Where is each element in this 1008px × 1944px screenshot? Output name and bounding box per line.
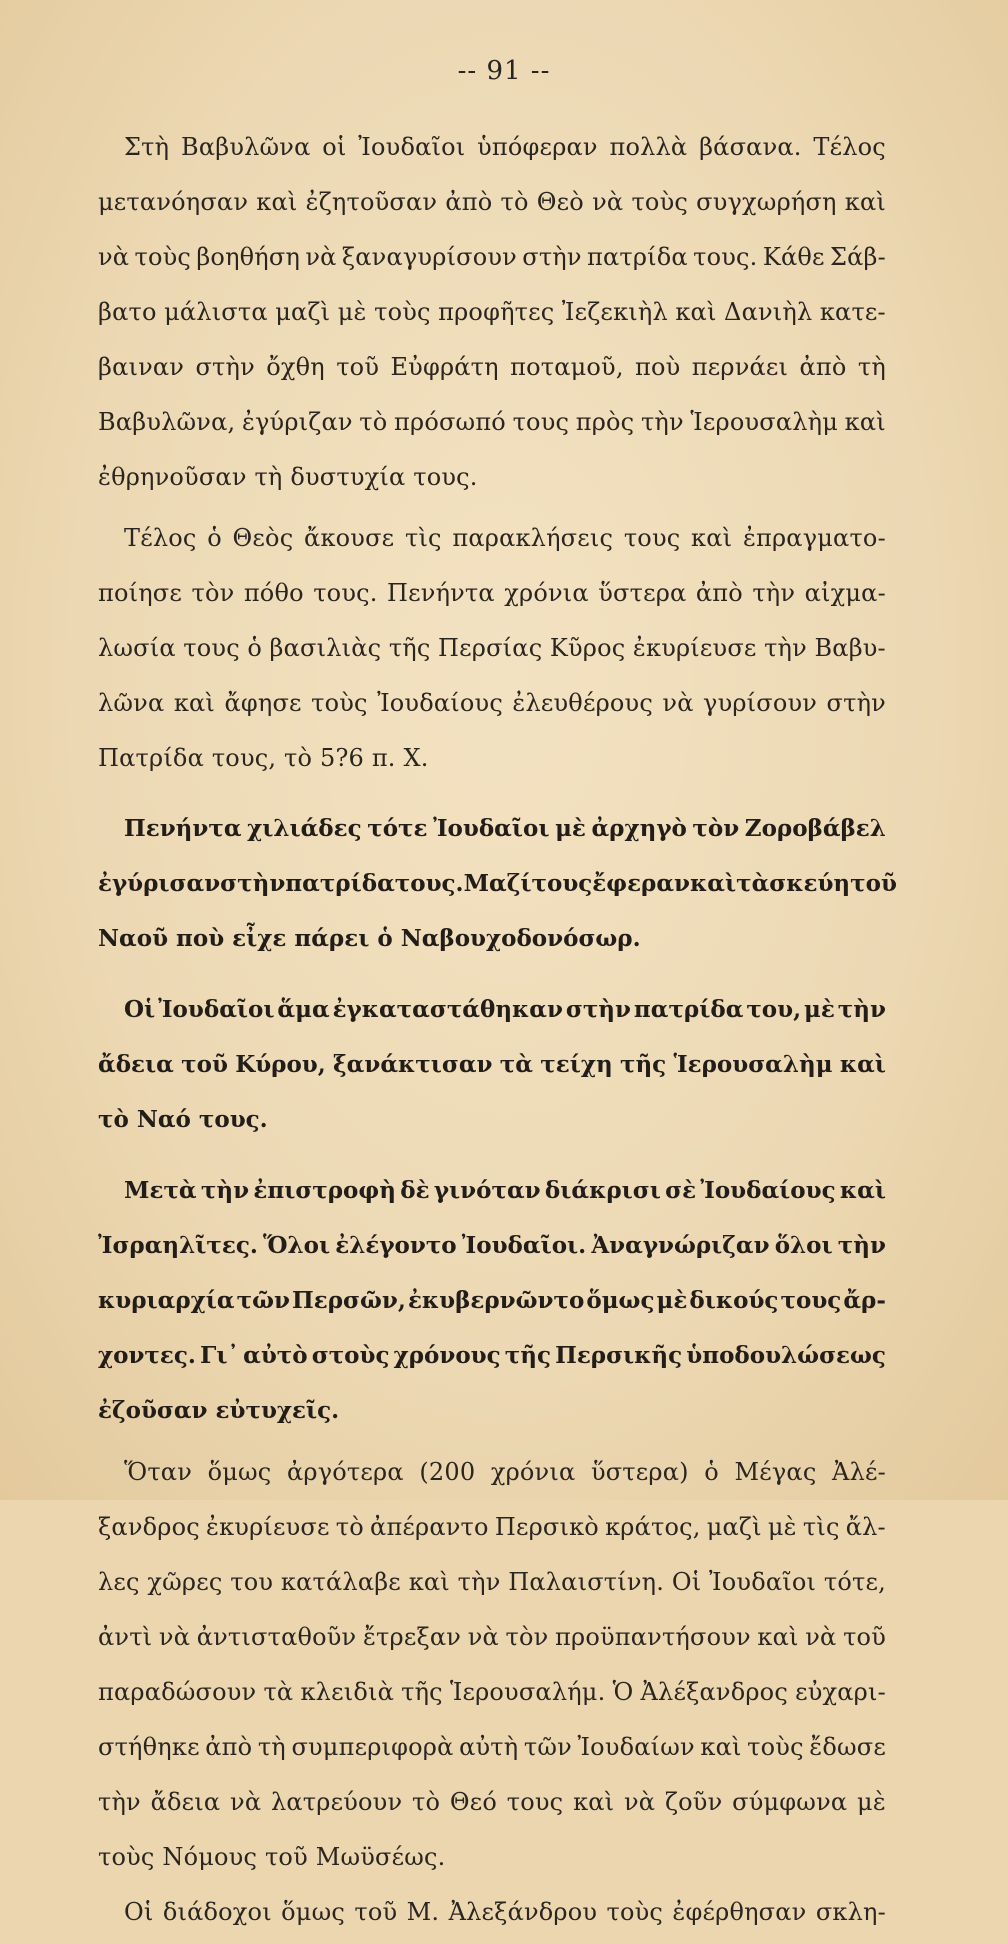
word: κατε- [819,298,886,326]
word: αὐτὴ [459,1733,519,1761]
text-line [98,1042,886,1097]
word: Ἀλέξανδρος [640,1678,788,1706]
word: τῶν [523,1733,572,1761]
text-line: ἐθρηνοῦσαν τὴ δυστυχία τους. [98,463,478,491]
text-line [98,1559,886,1614]
paragraph-7 [98,1889,886,1944]
word: διάδοχοι [162,1898,272,1926]
word: τὶς [404,524,442,552]
word: τὴν [837,996,886,1023]
text-line: Πατρίδα τους, τὸ 5?6 π. Χ. [98,744,429,772]
word: μὲ [337,298,367,326]
word: Μετὰ [124,1177,197,1204]
word: σύμφωνα [732,1788,848,1816]
word: Ἰουδαῖοι [433,815,550,842]
text-line [98,124,886,179]
word: λωσία [98,634,176,662]
word: τὸ [500,188,529,216]
word: τοῦ [181,1051,228,1078]
word: τους [512,408,570,436]
word: νὰ [467,1623,499,1651]
text-line [98,179,886,234]
word: Βαβυλῶνα [181,133,311,161]
word: ἀπέραντο [370,1513,489,1541]
word: τους. [394,870,464,897]
word: ἐγκαταστάθηκαν [332,996,563,1023]
word: νὰ [230,1788,262,1816]
word: ὕστερα [598,579,687,607]
paragraph-2 [98,515,886,790]
word: καὶ [408,1568,450,1596]
word: καὶ [675,298,717,326]
word: χρόνους [393,1342,501,1369]
word: νὰ [305,243,337,271]
word: καὶ [573,1788,615,1816]
word: στὴν [220,870,286,897]
word: Ἰουδαῖοι [709,1568,817,1596]
word: τῆς [401,1678,443,1706]
word: Πενήντα [387,579,495,607]
text-line [98,1614,886,1669]
word: καὶ [839,1051,886,1078]
word: κατάλαβε [280,1568,401,1596]
word: καὶ [844,188,886,216]
text-line [98,1889,886,1944]
word: ἐκυβερνῶντο [407,1287,585,1314]
word: Βαβυλῶνα, [98,408,236,436]
text-line [98,1278,886,1333]
word: εὐχαρι- [795,1678,886,1706]
word: ἄλ- [845,1513,886,1541]
word: Ἰεζεκιὴλ [561,298,668,326]
word: ἐκυρίευσε [206,1513,330,1541]
word: καὶ [690,870,737,897]
word: βοηθήση [196,243,301,271]
text-line [98,987,886,1042]
word: τους [780,1287,842,1314]
word: Ἰουδαῖοι [158,996,275,1023]
text-line [98,1223,886,1278]
word: καὶ [173,689,216,717]
word: ἐγύρισαν [98,870,221,897]
word: τοὺς [374,298,431,326]
word: πρόσωπό [394,408,506,436]
word: Γι᾿ [200,1342,239,1369]
word: λῶνα [98,689,165,717]
word: συγχωρήση [696,188,837,216]
word: ὅμως [281,1898,346,1926]
word: μάλιστα [164,298,268,326]
word: πατρίδα [633,996,744,1023]
text-line [98,289,886,344]
word: σκεύη [769,870,851,897]
text-line [98,1724,886,1779]
word: ποταμοῦ, [510,353,624,381]
word: τότε [367,815,428,842]
word: τὴ [257,1733,286,1761]
word: κράτος, [605,1513,701,1541]
word: νὰ [662,689,694,717]
text-line [98,1669,886,1724]
word: ὑποδουλώσεως [686,1342,886,1369]
word: τὸ [359,408,388,436]
word: Μέγας [734,1458,817,1486]
word: Σάβ- [829,243,886,271]
word: τοὺς [134,243,192,271]
word: τους [531,870,593,897]
word: δὲ [400,1177,430,1204]
word: διάκρισι [544,1177,661,1204]
word: Περσίας [438,634,543,662]
word: ὄχθη [266,353,325,381]
word: Πενήντα [124,815,242,842]
word: νὰ [592,188,624,216]
word: ἔφεραν [592,870,691,897]
word: ἀπὸ [799,353,847,381]
word: Μαζί [463,870,532,897]
word: ξανδρος [98,1513,200,1541]
text-line [98,1168,886,1223]
word: Ὁ [612,1678,634,1706]
word: (200 [419,1458,476,1486]
text-line: τὸ Ναό τους. [98,1106,268,1133]
word: τους [183,634,240,662]
word: ἀπὸ [445,188,493,216]
word: αὐτὸ [243,1342,308,1369]
word: νὰ [805,1623,837,1651]
word: στὴν [522,243,582,271]
word: ἄφησε [224,689,302,717]
word: τῆς [388,634,431,662]
word: ἐπραγματο- [742,524,886,552]
word: κυριαρχία [98,1287,235,1314]
word: τείχη [540,1051,613,1078]
word: τὸν [505,1623,549,1651]
text-line [98,399,886,454]
word: στοὺς [311,1342,390,1369]
word: τὸν [692,815,740,842]
word: ἔδωσε [809,1733,886,1761]
word: τὶς [802,1513,840,1541]
word: Ἱερουσαλὴμ [673,1051,833,1078]
word: τους. [313,579,378,607]
word: ἔτρεξαν [362,1623,462,1651]
word: χρόνια [504,579,589,607]
word: βασιλιὰς [269,634,382,662]
word: τὸ [411,1788,441,1816]
word: χοντες. [98,1342,196,1369]
word: τὴν [200,1177,250,1204]
word: Θεὸς [232,524,294,552]
word: δικούς [689,1287,779,1314]
word: Κάθε [762,243,825,271]
word: γυρίσουν [703,689,818,717]
word: καὶ [844,408,886,436]
word: Οἱ [124,996,156,1023]
word: μὲ [767,1513,797,1541]
word: λατρεύουν [270,1788,403,1816]
text-line [98,570,886,625]
word: καὶ [700,1733,742,1761]
word: τοὺς [631,188,688,216]
word: Δανιὴλ [724,298,813,326]
word: τοῦ [850,870,897,897]
word: μαζὶ [706,1513,762,1541]
word: βάσανα. [699,133,802,161]
word: τοῦ [354,1898,398,1926]
word: παραδώσουν [98,1678,257,1706]
word: στὴν [565,996,631,1023]
word: Κύρου, [235,1051,326,1078]
text-line: Ναοῦ ποὺ εἶχε πάρει ὁ Ναβουχοδονόσωρ. [98,925,641,952]
word: ἀπὸ [205,1733,253,1761]
word: τῆς [504,1342,551,1369]
word: νὰ [98,243,130,271]
word: μαζὶ [275,298,331,326]
word: σκλη- [815,1898,886,1926]
word: περνάει [691,353,789,381]
word: ἀντισταθοῦν [196,1623,357,1651]
word: ποὺ [635,353,681,381]
word: Ἰσραηλῖτες. [98,1232,258,1259]
word: τὰ [263,1678,294,1706]
word: κλειδιὰ [300,1678,394,1706]
word: αἰχμα- [804,579,886,607]
word: ὑπόφεραν [477,133,598,161]
text-line [98,861,897,916]
word: μετανόησαν [98,188,249,216]
word: ἄδεια [150,1788,221,1816]
word: Ἰουδαίους [700,1177,836,1204]
word: χρόνια [490,1458,576,1486]
text-line [98,1449,886,1504]
word: προϋπαντήσουν [555,1623,751,1651]
word: ποίησε [98,579,183,607]
word: νὰ [624,1788,656,1816]
word: του, [746,996,802,1023]
word: Θεὸ [536,188,584,216]
word: στὴν [826,689,886,717]
word: Μ. [406,1898,440,1926]
word: χιλιάδες [247,815,362,842]
body-text [98,124,897,1944]
word: ξαναγυρίσουν [341,243,517,271]
text-line [98,625,886,680]
word: τὴν [457,1568,501,1596]
paragraph-3 [98,806,897,971]
word: τοὺς [747,1733,804,1761]
word: Ἰουδαῖοι. [461,1232,587,1259]
word: τὴ [857,353,886,381]
word: τοῦ [843,1623,886,1651]
word: τὴν [98,1788,141,1816]
word: τὸν [191,579,235,607]
word: ζοῦν [664,1788,723,1816]
text-line [98,680,886,735]
word: Ἀλέ- [832,1458,886,1486]
word: καὶ [256,188,298,216]
text-line [98,234,886,289]
word: ἄκουσε [304,524,395,552]
word: Ἰουδαίων [577,1733,695,1761]
word: σὲ [665,1177,697,1204]
word: πολλὰ [609,133,688,161]
word: Κῦρος [549,634,626,662]
word: οἱ [322,133,347,161]
text-line [98,1504,886,1559]
paragraph-5 [98,1168,886,1443]
word: ἀντὶ [98,1623,153,1651]
word: Ἰουδαῖοι [358,133,466,161]
word: τὰ [499,1051,533,1078]
word: μὲ [804,996,835,1023]
text-line [98,1333,886,1388]
word: ἐγύριζαν [241,408,353,436]
word: βατο [98,298,157,326]
word: Ὅταν [124,1458,193,1486]
word: Ἀλεξάνδρου [448,1898,598,1926]
page-number: -- 91 -- [457,56,551,86]
word: Παλαιστίνη. [508,1568,665,1596]
word: τὰ [736,870,770,897]
word: Ἱερουσαλήμ. [449,1678,606,1706]
word: ὁ [704,1458,719,1486]
word: ἄρ- [843,1287,886,1314]
word: ὕστερα) [590,1458,689,1486]
word: ἐκυρίευσε [632,634,757,662]
word: Οἱ [124,1898,154,1926]
word: Περσῶν, [292,1287,406,1314]
word: Ὅλοι [263,1232,331,1259]
word: Ἀναγνώριζαν [591,1232,770,1259]
word: τότε, [823,1568,886,1596]
text-line: τοὺς Νόμους τοῦ Μωϋσέως. [98,1843,446,1871]
word: ἐφέρθησαν [672,1898,807,1926]
word: Περσικῆς [555,1342,683,1369]
word: τὸ [335,1513,364,1541]
word: Ἱερουσαλὴμ [690,408,839,436]
word: τους [506,1788,564,1816]
word: ἄδεια [98,1051,174,1078]
word: τὴν [752,579,796,607]
word: ἀργότερα [287,1458,404,1486]
word: Τέλος [124,524,197,552]
word: τοῦ [336,353,380,381]
word: ἀπὸ [695,579,743,607]
word: καὶ [839,1177,886,1204]
word: μὲ [555,815,586,842]
word: Θεό [449,1788,498,1816]
word: ἐλέγοντο [335,1232,457,1259]
word: ὅμως [207,1458,272,1486]
word: χῶρες [147,1568,223,1596]
word: μὲ [656,1287,688,1314]
word: Βαβυ- [814,634,886,662]
paragraph-6 [98,1449,886,1889]
word: καὶ [757,1623,799,1651]
word: γινόταν [433,1177,541,1204]
word: Ζοροβάβελ [744,815,886,842]
text-line [98,344,886,399]
word: Οἱ [671,1568,702,1596]
text-line: ἐζοῦσαν εὐτυχεῖς. [98,1397,340,1424]
word: του [230,1568,274,1596]
word: τῶν [236,1287,290,1314]
word: νὰ [158,1623,191,1651]
word: καὶ [691,524,733,552]
word: τὴν [837,1232,886,1259]
word: βαιναν [98,353,185,381]
word: Περσικὸ [494,1513,599,1541]
word: τὴν [640,408,684,436]
word: Τέλος [813,133,886,161]
word: ὅλοι [774,1232,833,1259]
word: παρακλήσεις [452,524,614,552]
word: Εὐφράτη [390,353,499,381]
word: προφῆτες [438,298,555,326]
word: τους. [693,243,758,271]
word: τους [623,524,681,552]
word: στήθηκε [98,1733,200,1761]
word: ἅμα [277,996,330,1023]
word: πατρίδα [586,243,688,271]
text-line [98,515,886,570]
word: μὲ [857,1788,886,1816]
word: τοὺς [606,1898,664,1926]
word: στὴν [195,353,255,381]
word: λες [98,1568,140,1596]
paragraph-1 [98,124,886,509]
word: πρὸς [575,408,635,436]
word: πόθο [243,579,304,607]
text-line [98,806,886,861]
word: συμπεριφορὰ [291,1733,454,1761]
word: ἐπιστροφὴ [253,1177,396,1204]
word: Στὴ [124,133,170,161]
word: ὁ [247,634,263,662]
word: Ἰουδαίους [377,689,503,717]
word: ἐζητοῦσαν [305,188,438,216]
word: τὴν [764,634,807,662]
word: ἐλευθέρους [512,689,653,717]
text-line [98,1779,886,1834]
paragraph-4 [98,987,886,1152]
word: πατρίδα [285,870,395,897]
word: τῆς [619,1051,667,1078]
word: ξανάκτισαν [333,1051,493,1078]
word: ὁ [207,524,222,552]
word: ἀρχηγὸ [591,815,687,842]
word: τοὺς [311,689,368,717]
word: ὅμως [586,1287,655,1314]
